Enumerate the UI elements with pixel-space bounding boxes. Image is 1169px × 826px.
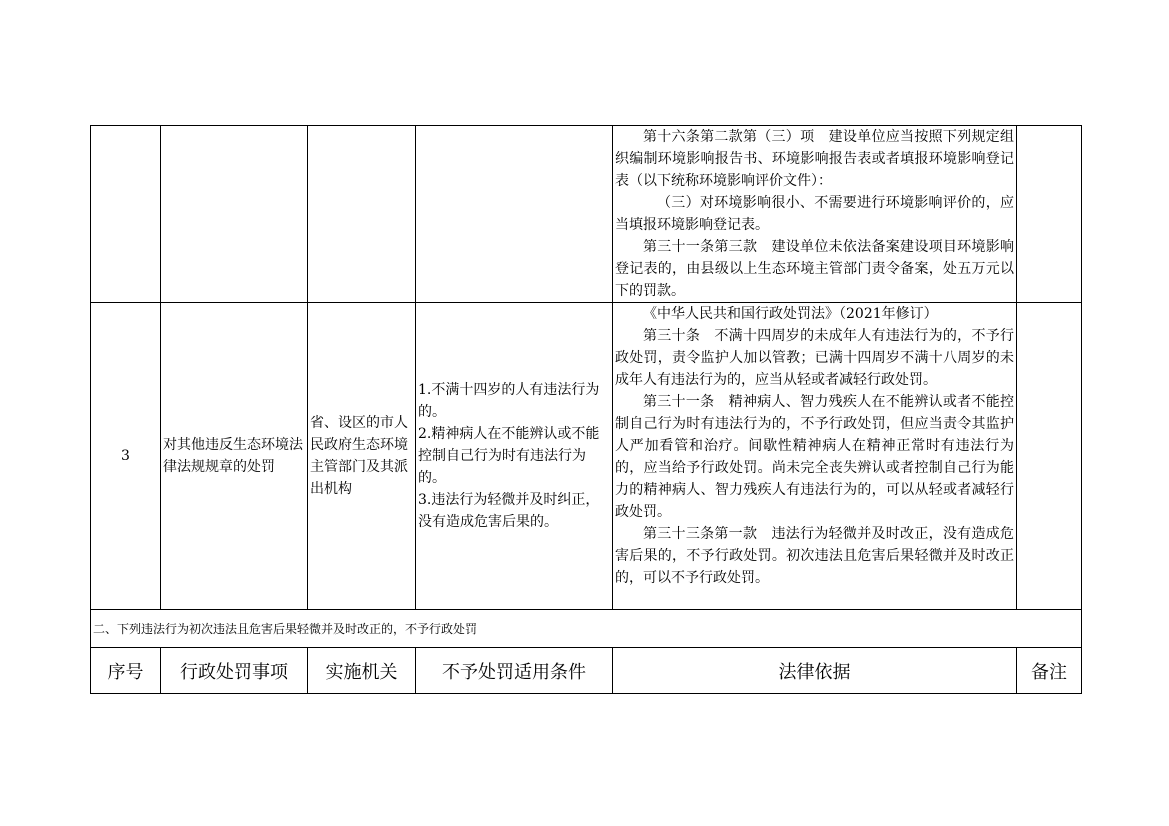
table-row-previous [91,126,1082,303]
header-law: 法律依据 [613,648,1017,694]
remark-cell [1017,303,1082,610]
law-paragraph: 第三十条 不满十四周岁的未成年人有违法行为的，不予行政处罚，责令监护人加以管教；已满十四周岁不满十八周岁的未成年人有违法行为的，应当从轻或者减轻行政处罚。 [615,328,1014,388]
law-basis-cell [613,126,1017,303]
law-basis-cell [613,303,1017,610]
conditions-cell [416,126,613,303]
condition-item: 2.精神病人在不能辨认或不能控制自己行为时有违法行为的。 [418,426,600,486]
penalty-table [90,125,1082,694]
header-remark: 备注 [1017,648,1082,694]
table-header-row [91,648,1082,694]
agency-cell: 省、设区的市人民政府生态环境主管部门及其派出机构 [308,303,416,610]
item-cell: 对其他违反生态环境法律法规规章的处罚 [161,303,308,610]
section-title: 二、下列违法行为初次违法且危害后果轻微并及时改正的，不予行政处罚 [91,610,1082,648]
seq-cell [91,126,161,303]
item-cell [161,126,308,303]
table-row-3 [91,303,1082,610]
header-agency: 实施机关 [308,648,416,694]
law-paragraph: 第十六条第二款第（三）项 建设单位应当按照下列规定组织编制环境影响报告书、环境影响报告表或者填报环境影响登记表（以下统称环境影响评价文件）： [615,129,1014,189]
law-title: 《中华人民共和国行政处罚法》（2021年修订） [643,306,938,322]
remark-cell [1017,126,1082,303]
header-item: 行政处罚事项 [161,648,308,694]
header-conditions: 不予处罚适用条件 [416,648,613,694]
law-paragraph: 第三十一条第三款 建设单位未依法备案建设项目环境影响登记表的，由县级以上生态环境主管部门责令备案，处五万元以下的罚款。 [615,239,1014,299]
law-paragraph: 第三十一条 精神病人、智力残疾人在不能辨认或者不能控制自己行为时有违法行为的，不予行政处罚，但应当责令其监护人严加看管和治疗。间歇性精神病人在精神正常时有违法行为的，应当给予行政处罚。尚未完全丧失辨认或者控制自己行为能力的精神病人、智力残疾人有违法行为的，可以从轻或者减轻行政处罚。 [615,394,1014,520]
condition-item: 3.违法行为轻微并及时纠正，没有造成危害后果的。 [418,492,600,530]
agency-cell [308,126,416,303]
seq-cell: 3 [91,303,161,610]
header-seq: 序号 [91,648,161,694]
section-title-row [91,610,1082,648]
law-paragraph: （三）对环境影响很小、不需要进行环境影响评价的，应当填报环境影响登记表。 [615,195,1014,233]
condition-item: 1.不满十四岁的人有违法行为的。 [418,382,600,420]
conditions-cell [416,303,613,610]
law-paragraph: 第三十三条第一款 违法行为轻微并及时改正，没有造成危害后果的，不予行政处罚。初次违法且危害后果轻微并及时改正的，可以不予行政处罚。 [615,526,1014,586]
